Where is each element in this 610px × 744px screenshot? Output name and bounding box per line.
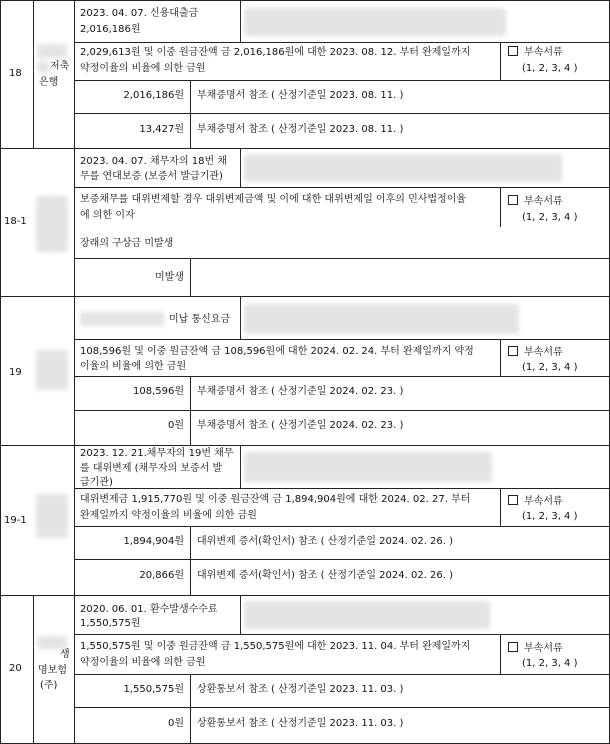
cell-divider (240, 595, 241, 634)
cell-divider (190, 674, 191, 744)
cell-divider (74, 258, 609, 259)
amount-principal: 2,016,186원 (123, 90, 184, 101)
creditor-name: 은행 (39, 77, 59, 88)
claim-description: 대위변제금 1,915,770원 및 이중 원금잔액 금 1,894,904원에 대한 2024. 02. 27. 부터 (80, 494, 471, 505)
cell-divider (190, 258, 191, 296)
amount-principal: 1,894,904원 (123, 536, 184, 547)
cell-divider (500, 187, 501, 227)
attachment-checkbox[interactable]: 부속서류 (508, 195, 563, 209)
attachment-checkbox[interactable]: 부속서류 (508, 642, 563, 656)
claim-description: 이율의 비율에 의한 금원 (80, 361, 187, 372)
claim-cause: 미납 통신요금 (169, 314, 231, 325)
amount-interest: 0원 (167, 420, 184, 431)
cell-divider (240, 148, 241, 187)
amount-note: 상환통보서 참조 ( 산정기준일 2023. 11. 03. ) (197, 684, 404, 695)
claim-description: 보증채무를 대위변제할 경우 대위변제금액 및 이에 대한 대위변제일 이후의 민사법정이율 (80, 194, 467, 205)
attachment-checkbox[interactable]: 부속서류 (508, 46, 563, 60)
claim-cause: 2023. 04. 07. 신용대출금 (80, 8, 199, 19)
redacted-region (36, 494, 68, 538)
claim-cause: 2020. 06. 01. 환수발생수수료 (80, 604, 218, 615)
row-number: 19 (9, 367, 22, 378)
row-number: 19-1 (4, 515, 27, 526)
cell-divider (500, 339, 501, 376)
cell-divider (74, 376, 609, 377)
redacted-region (244, 601, 490, 629)
column-divider (33, 0, 34, 148)
amount-note: 상환통보서 참조 ( 산정기준일 2023. 11. 03. ) (197, 718, 404, 729)
redacted-region (244, 452, 492, 482)
redacted-region (80, 312, 164, 326)
cell-divider (190, 526, 191, 595)
redacted-region (36, 196, 68, 252)
column-divider (33, 595, 34, 744)
cell-divider (74, 80, 609, 81)
amount-note: 부채증명서 참조 ( 산정기준일 2023. 08. 11. ) (197, 124, 404, 135)
attachment-checkbox[interactable]: 부속서류 (508, 346, 563, 360)
creditor-name: 생 (60, 649, 70, 660)
cell-divider (74, 559, 609, 560)
redacted-region (37, 44, 67, 58)
cell-divider (500, 488, 501, 526)
redacted-region (37, 61, 49, 73)
checkbox-icon (508, 346, 518, 356)
redacted-region (244, 8, 506, 36)
cell-divider (74, 113, 609, 114)
claim-description: 약정이율의 비율에 의한 금원 (80, 657, 206, 668)
amount-principal: 1,550,575원 (123, 684, 184, 695)
attachment-refs: (1, 2, 3, 4 ) (522, 362, 578, 373)
claim-description: 2,029,613원 및 이중 원금잔액 금 2,016,186원에 대한 2023. 08. 12. 부터 완제일까지 (80, 47, 471, 58)
future-claim-note: 장래의 구상금 미발생 (80, 238, 174, 249)
claim-cause: 를 대위변제 (채무자의 보증서 발 (80, 463, 223, 474)
creditor-name: 명보험 (38, 665, 67, 676)
amount-note: 부채증명서 참조 ( 산정기준일 2023. 08. 11. ) (197, 90, 404, 101)
checkbox-icon (508, 495, 518, 505)
amount-note: 대위변제 증서(확인서) 참조 ( 산정기준일 2024. 02. 26. ) (197, 570, 454, 581)
cell-divider (74, 526, 609, 527)
attachment-refs: (1, 2, 3, 4 ) (522, 658, 578, 669)
attachment-refs: (1, 2, 3, 4 ) (522, 212, 578, 223)
row-number: 18 (9, 68, 22, 79)
amount-note: 부채증명서 참조 ( 산정기준일 2024. 02. 23. ) (197, 420, 404, 431)
table-top-border (0, 0, 610, 1)
amount-status: 미발생 (155, 272, 184, 283)
redacted-region (36, 350, 68, 390)
claim-cause: 무를 연대보증 (보증서 발급기관) (80, 171, 223, 182)
creditor-name: (주) (40, 680, 58, 691)
table-left-border (0, 0, 1, 744)
claim-description: 108,596원 및 이중 원금잔액 금 108,596원에 대한 2024. 02. 24. 부터 완제일까지 약정 (80, 346, 474, 357)
checkbox-icon (508, 195, 518, 205)
cell-divider (500, 42, 501, 80)
claim-cause: 2023. 12. 21.채무자의 19번 채무 (80, 448, 234, 459)
cell-divider (74, 674, 609, 675)
cell-divider (74, 410, 609, 411)
cell-divider (74, 488, 609, 489)
claim-cause: 급기관) (80, 477, 113, 488)
creditor-name: 저축 (50, 61, 70, 72)
row-number: 20 (9, 663, 22, 674)
cell-divider (74, 187, 609, 188)
cell-divider (190, 80, 191, 148)
cell-divider (74, 634, 609, 635)
row-separator (0, 445, 610, 446)
redacted-region (244, 154, 562, 182)
attachment-refs: (1, 2, 3, 4 ) (522, 63, 578, 74)
amount-note: 대위변제 증서(확인서) 참조 ( 산정기준일 2024. 02. 26. ) (197, 536, 454, 547)
cell-divider (190, 376, 191, 445)
claim-cause: 2,016,186원 (80, 24, 141, 35)
claim-description: 에 의한 이자 (80, 210, 135, 221)
claim-description: 약정이율의 비율에 의한 금원 (80, 63, 206, 74)
cell-divider (74, 339, 609, 340)
claim-description: 1,550,575원 및 이중 원금잔액 금 1,550,575원에 대한 2023. 11. 04. 부터 완제일까지 (80, 641, 471, 652)
attachment-checkbox[interactable]: 부속서류 (508, 495, 563, 509)
cell-divider (74, 42, 609, 43)
amount-note: 부채증명서 참조 ( 산정기준일 2024. 02. 23. ) (197, 386, 404, 397)
row-separator (0, 296, 610, 297)
column-divider (74, 0, 75, 744)
cell-divider (240, 296, 241, 339)
row-number: 18-1 (4, 216, 27, 227)
cell-divider (500, 634, 501, 674)
claim-cause: 2023. 04. 07. 채무자의 18번 채 (80, 156, 228, 167)
attachment-refs: (1, 2, 3, 4 ) (522, 511, 578, 522)
row-separator (0, 595, 610, 596)
redacted-region (244, 304, 519, 334)
cell-divider (74, 707, 609, 708)
amount-interest: 13,427원 (139, 124, 184, 135)
amount-interest: 20,866원 (139, 570, 184, 581)
checkbox-icon (508, 46, 518, 56)
amount-principal: 108,596원 (132, 386, 184, 397)
row-separator (0, 148, 610, 149)
cell-divider (240, 0, 241, 42)
cell-divider (240, 445, 241, 488)
claim-cause: 1,550,575원 (80, 618, 141, 629)
checkbox-icon (508, 642, 518, 652)
amount-interest: 0원 (167, 718, 184, 729)
claim-description: 완제일까지 약정이율의 비율에 의한 금원 (80, 510, 257, 521)
